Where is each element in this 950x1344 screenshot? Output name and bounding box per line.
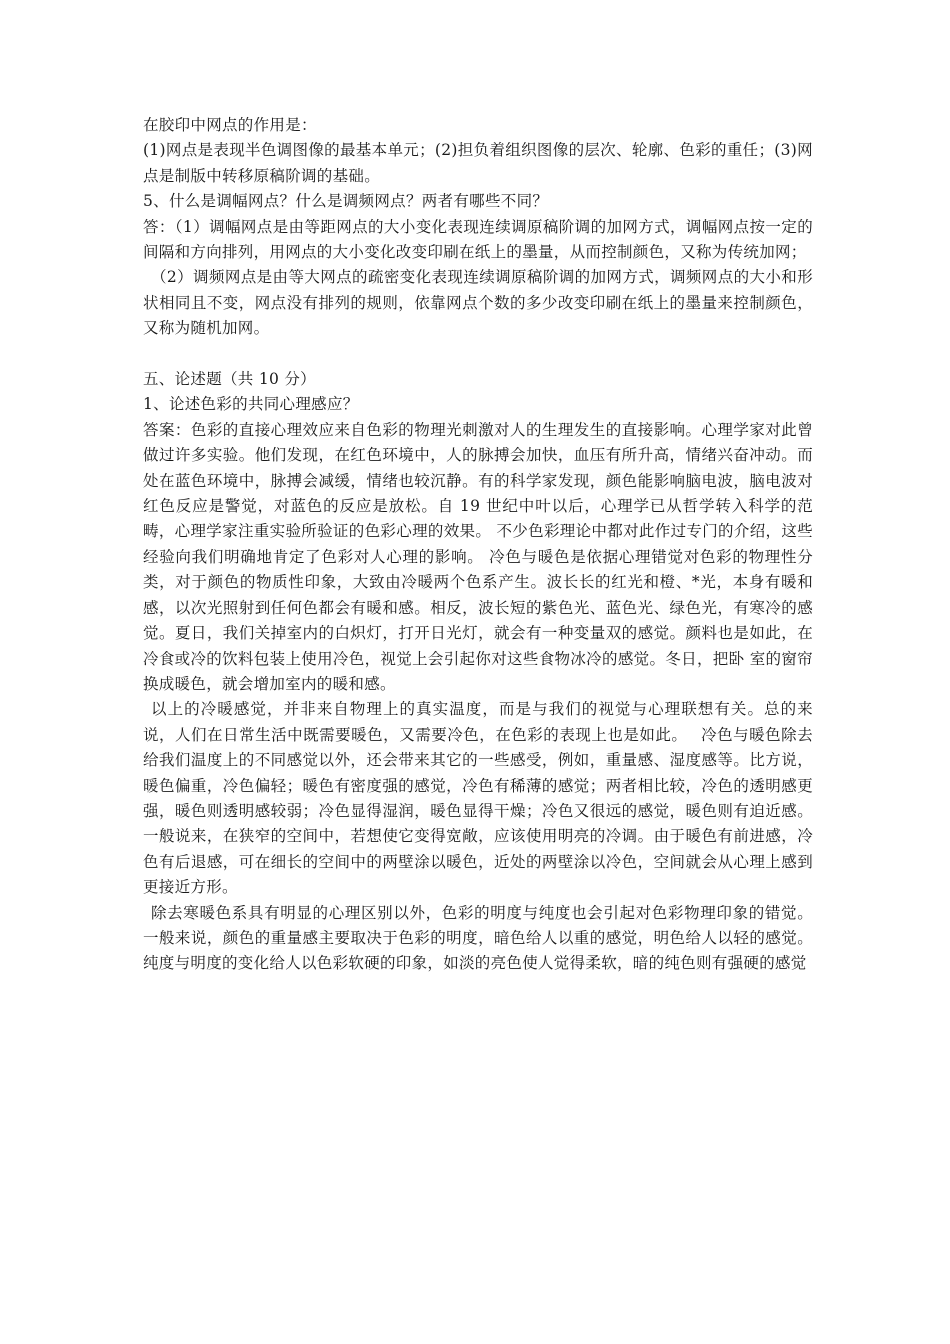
essay-answer-paragraph-1: 答案：色彩的直接心理效应来自色彩的物理光刺激对人的生理发生的直接影响。心理学家对此曾做过许多实验。他们发现，在红色环境中，人的脉搏会加快，血压有所升高，情绪兴奋冲动。而处在蓝色环境中，脉搏会减缓，情绪也较沉静。有的科学家发现，颜色能影响脑电波，脑电波对红色反应是警觉，对蓝色的反应是放松。自 19 世纪中叶以后，心理学已从哲学转入科学的范畴，心理学家注重实验所验证的色彩心理的效果。 不少色彩理论中都对此作过专门的介绍，这些经验向我们明确地肯定了色彩对人心理的影响。 冷色与暖色是依据心理错觉对色彩的物理性分类，对于颜色的物质性印象，大致由冷暖两个色系产生。波长长的红光和橙、*光，本身有暖和感，以次光照射到任何色都会有暖和感。相反，波长短的紫色光、蓝色光、绿色光，有寒冷的感觉。夏日，我们关掉室内的白炽灯，打开日光灯，就会有一种变量双的感觉。颜料也是如此，在冷食或冷的饮料包装上使用冷色，视觉上会引起你对这些食物冰冷的感觉。冬日，把卧 室的窗帘换成暖色，就会增加室内的暖和感。: [143, 420, 813, 693]
halftone-roles-paragraph: (1)网点是表现半色调图像的最基本单元；(2)担负着组织图像的层次、轮廓、色彩的重任；(3)网点是制版中转移原稿阶调的基础。: [143, 141, 813, 185]
document-page: [143, 113, 813, 977]
spacer: [143, 342, 813, 367]
question-5-title: 5、什么是调幅网点？什么是调频网点？两者有哪些不同？: [143, 192, 549, 211]
intro-line: 在胶印中网点的作用是：: [143, 116, 317, 134]
essay-question-1: 1、论述色彩的共同心理感应？: [143, 395, 359, 414]
section-5-heading: 五、论述题（共 10 分）: [143, 370, 316, 389]
question-5-answer-am: 答：（1）调幅网点是由等距网点的大小变化表现连续调原稿阶调的加网方式，调幅网点按一定的间隔和方向排列，用网点的大小变化改变印刷在纸上的墨量，从而控制颜色，又称为传统加网；: [143, 217, 813, 262]
question-5-answer-fm: （2）调频网点是由等大网点的疏密变化表现连续调原稿阶调的加网方式，调频网点的大小和形状相同且不变，网点没有排列的规则，依靠网点个数的多少改变印刷在纸上的墨量来控制颜色，又称为随机加网。: [143, 268, 813, 338]
essay-answer-paragraph-3: 除去寒暖色系具有明显的心理区别以外，色彩的明度与纯度也会引起对色彩物理印象的错觉。一般来说，颜色的重量感主要取决于色彩的明度，暗色给人以重的感觉，明色给人以轻的感觉。纯度与明度的变化给人以色彩软硬的印象，如淡的亮色使人觉得柔软，暗的纯色则有强硬的感觉: [143, 903, 813, 973]
essay-answer-paragraph-2: 以上的冷暖感觉，并非来自物理上的真实温度，而是与我们的视觉与心理联想有关。总的来说，人们在日常生活中既需要暖色，又需要冷色，在色彩的表现上也是如此。 冷色与暖色除去给我们温度上的不同感觉以外，还会带来其它的一些感受，例如，重量感、湿度感等。比方说，暖色偏重，冷色偏轻；暖色有密度强的感觉，冷色有稀薄的感觉；两者相比较，冷色的透明感更强，暖色则透明感较弱；冷色显得湿润，暖色显得干燥；冷色又很远的感觉，暖色则有迫近感。一般说来，在狭窄的空间中，若想使它变得宽敞，应该使用明亮的冷调。由于暖色有前进感，冷色有后退感，可在细长的空间中的两壁涂以暖色，近处的两壁涂以冷色，空间就会从心理上感到更接近方形。: [143, 700, 813, 897]
